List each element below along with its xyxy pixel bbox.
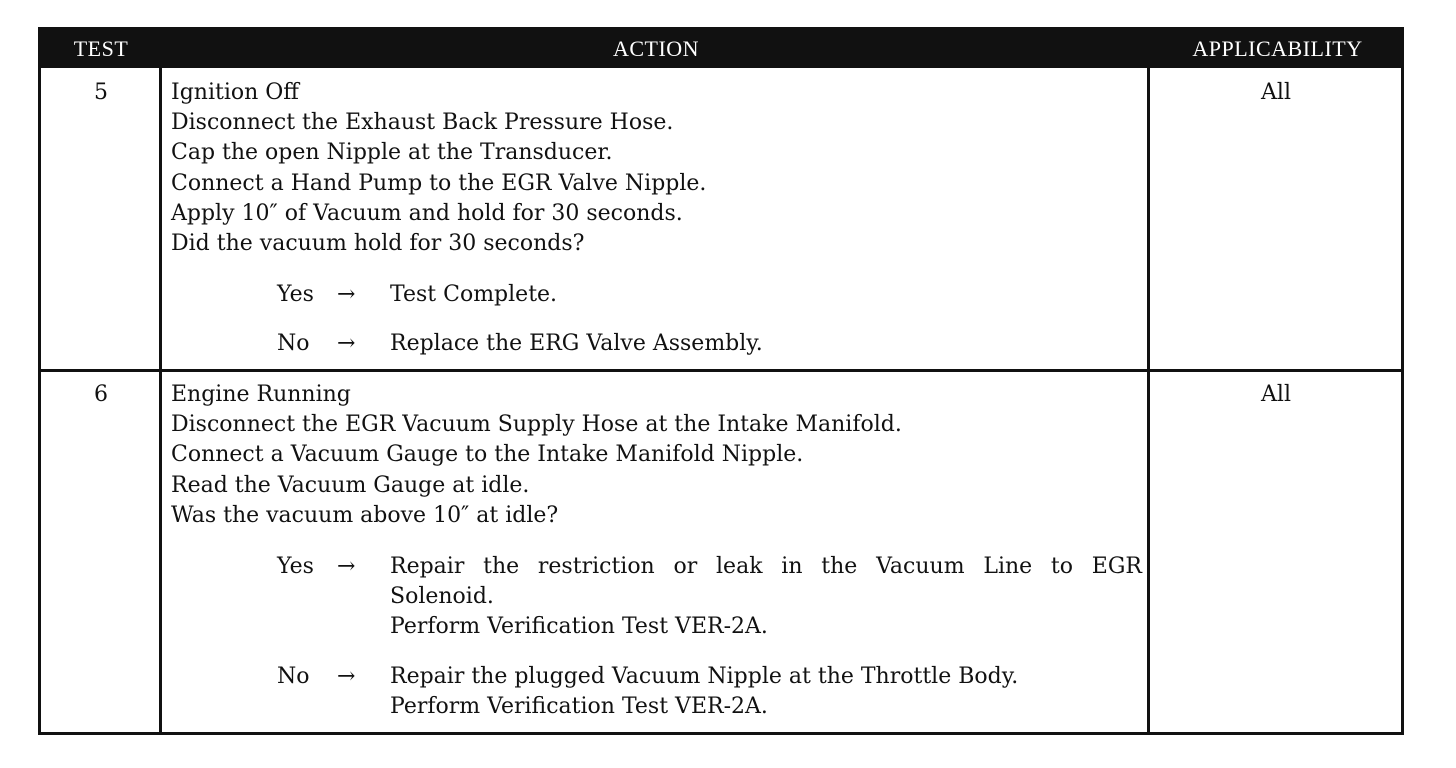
answer-label: No bbox=[277, 664, 310, 689]
response-text: Repair the restriction or leak in the Vacuum Line to EGR Solenoid. Perform Verification Test VER-2A. bbox=[390, 554, 1142, 639]
row-divider bbox=[41, 369, 1401, 372]
diagnostic-test-table bbox=[38, 27, 1404, 735]
applicability-value: All bbox=[1261, 80, 1291, 105]
action-step: Connect a Vacuum Gauge to the Intake Manifold Nipple. bbox=[171, 442, 804, 468]
answer-label: Yes bbox=[277, 282, 314, 307]
header-applicability: APPLICABILITY bbox=[1192, 36, 1363, 61]
answer-label: Yes bbox=[277, 554, 314, 579]
action-step: Disconnect the Exhaust Back Pressure Hose. bbox=[171, 110, 674, 136]
answer-label: No bbox=[277, 331, 310, 356]
test-number: 5 bbox=[94, 80, 108, 105]
action-step: Cap the open Nipple at the Transducer. bbox=[171, 140, 613, 166]
arrow-icon: → bbox=[337, 554, 356, 579]
action-step: Ignition Off bbox=[171, 80, 299, 105]
action-steps bbox=[171, 78, 1151, 259]
header-test: TEST bbox=[73, 36, 129, 61]
arrow-icon: → bbox=[337, 282, 356, 307]
test-number: 6 bbox=[94, 382, 108, 407]
action-step: Disconnect the EGR Vacuum Supply Hose at the Intake Manifold. bbox=[171, 412, 902, 438]
header-action: ACTION bbox=[612, 36, 700, 61]
table-header bbox=[41, 30, 1401, 68]
arrow-icon: → bbox=[337, 331, 356, 356]
action-step: Was the vacuum above 10″ at idle? bbox=[171, 502, 559, 528]
action-steps bbox=[171, 380, 1151, 531]
action-step: Read the Vacuum Gauge at idle. bbox=[171, 472, 530, 498]
action-step: Apply 10″ of Vacuum and hold for 30 seconds. bbox=[171, 200, 683, 226]
action-step: Engine Running bbox=[171, 382, 351, 407]
response-text: Repair the plugged Vacuum Nipple at the Throttle Body. Perform Verification Test VER-2A. bbox=[390, 664, 1019, 719]
response-text: Replace the ERG Valve Assembly. bbox=[390, 331, 763, 356]
action-step: Connect a Hand Pump to the EGR Valve Nipple. bbox=[171, 170, 707, 196]
response-text: Test Complete. bbox=[390, 282, 558, 307]
arrow-icon: → bbox=[337, 664, 356, 689]
action-step: Did the vacuum hold for 30 seconds? bbox=[171, 231, 585, 257]
applicability-value: All bbox=[1261, 382, 1291, 407]
